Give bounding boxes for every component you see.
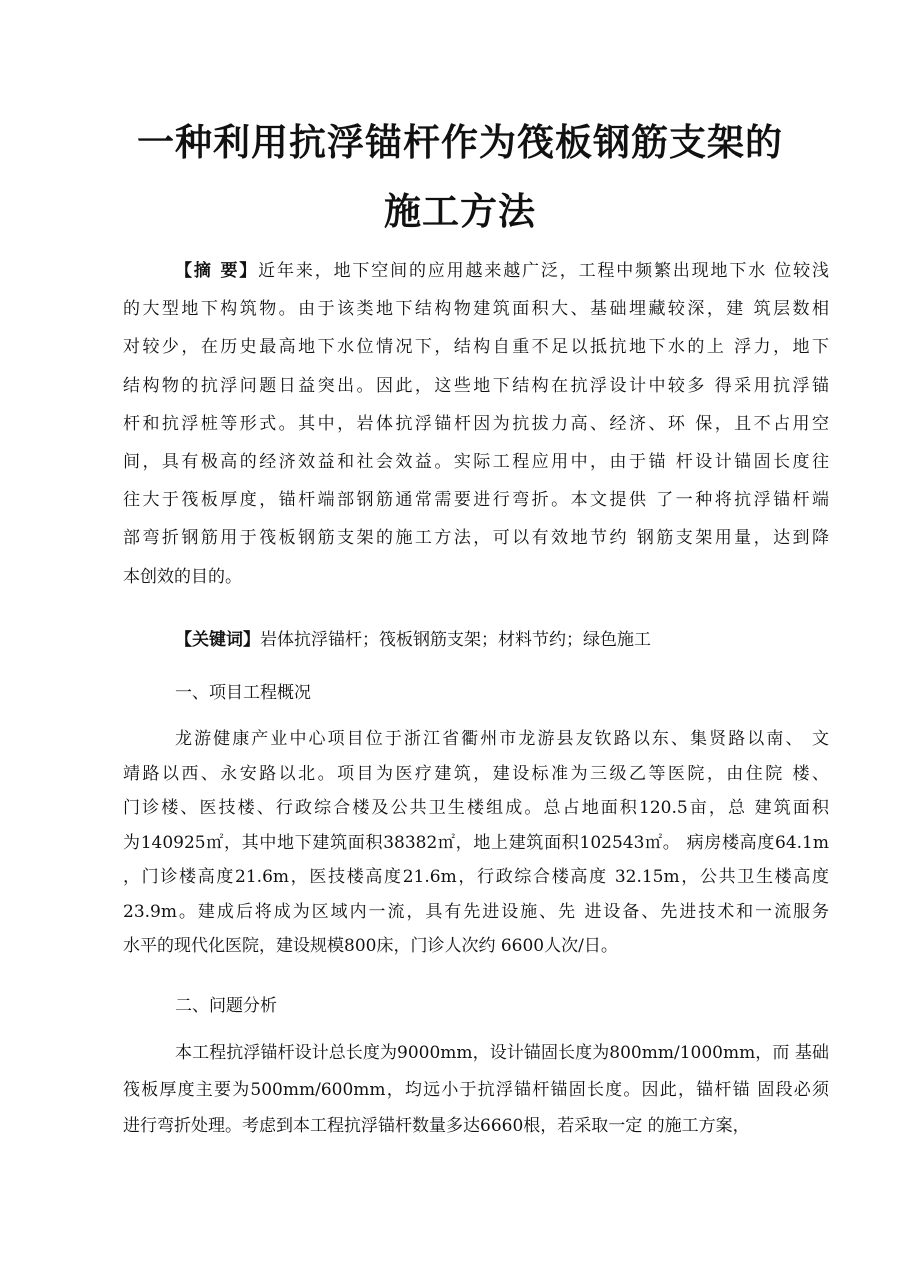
text-line	[123, 301, 829, 318]
text-line	[123, 1045, 829, 1062]
line-text: 对较少，在历史最高地下水位情况下，结构自重不足以抵抗地下水的上 浮力，地下	[123, 337, 829, 358]
keywords-text: 岩体抗浮锚杆；筏板钢筋支架；材料节约；绿色施工	[260, 630, 651, 650]
text-line	[123, 763, 829, 784]
line-text: ，门诊楼高度21.6m，医技楼高度21.6m，行政综合楼高度 32.15m，公共卫生楼高度	[123, 867, 829, 887]
section-1-paragraph	[123, 731, 829, 973]
text-line	[123, 832, 829, 853]
text-line	[123, 492, 829, 509]
keywords-label: 【关键词】	[175, 630, 260, 650]
text-line	[123, 375, 829, 396]
text-line	[123, 800, 829, 817]
line-text: 筏板厚度主要为500mm/600mm，均远小于抗浮锚杆锚固长度。因此，锚杆锚 固段必须	[123, 1079, 829, 1100]
line-text: 近年来，地下空间的应用越来越广泛，工程中频繁出现地下水 位较浅	[258, 261, 830, 281]
line-text: 进行弯折处理。考虑到本工程抗浮锚杆数量多达6660根，若采取一定 的施工方案，	[123, 1116, 750, 1136]
text-line	[123, 731, 829, 748]
line-text: 23.9m。建成后将成为区域内一流，具有先进设施、先 进设备、先进技术和一流服务	[123, 901, 829, 922]
line-text: 门诊楼、医技楼、行政综合楼及公共卫生楼组成。总占地面积120.5亩，总 建筑面积	[123, 798, 829, 818]
line-text: 杆和抗浮桩等形式。其中，岩体抗浮锚杆因为抗拔力高、经济、环 保，且不占用空	[123, 413, 829, 434]
text-line	[123, 530, 829, 547]
section-1-heading: 一、项目工程概况	[175, 683, 311, 703]
text-line	[123, 1079, 829, 1100]
text-line	[123, 263, 829, 280]
line-text: 水平的现代化医院，建设规模800床，门诊人次约 6600人次/日。	[123, 936, 618, 956]
abstract-label: 【摘 要】	[175, 261, 259, 281]
line-text: 龙游健康产业中心项目位于浙江省衢州市龙游县友钦路以东、集贤路以南、 文	[175, 729, 829, 749]
text-line	[123, 1118, 829, 1135]
line-text: 靖路以西、永安路以北。项目为医疗建筑，建设标准为三级乙等医院，由住院 楼、	[123, 763, 829, 784]
line-text: 的大型地下构筑物。由于该类地下结构物建筑面积大、基础埋藏较深，建 筑层数相	[123, 299, 829, 320]
text-line	[123, 451, 829, 472]
line-text: 本工程抗浮锚杆设计总长度为9000mm，设计锚固长度为800mm/1000mm，而 基础	[175, 1043, 829, 1063]
text-line	[123, 901, 829, 922]
text-line	[123, 566, 829, 587]
document-title-line-2: 施工方法	[384, 190, 536, 233]
section-2-heading: 二、问题分析	[175, 996, 277, 1016]
keywords-paragraph	[175, 625, 651, 650]
section-2-paragraph	[123, 1045, 829, 1155]
line-text: 往大于筏板厚度，锚杆端部钢筋通常需要进行弯折。本文提供 了一种将抗浮锚杆端	[123, 490, 829, 511]
line-text: 间，具有极高的经济效益和社会效益。实际工程应用中，由于锚 杆设计锚固长度往	[123, 451, 829, 472]
text-line	[123, 413, 829, 434]
line-text: 部弯折钢筋用于筏板钢筋支架的施工方法，可以有效地节约 钢筋支架用量，达到降	[123, 528, 829, 549]
text-line	[123, 938, 829, 955]
line-text: 结构物的抗浮问题日益突出。因此，这些地下结构在抗浮设计中较多 得采用抗浮锚	[123, 375, 829, 396]
text-line	[123, 339, 829, 356]
document-title-line-1: 一种利用抗浮锚杆作为筏板钢筋支架的	[137, 121, 783, 164]
line-text: 为140925㎡，其中地下建筑面积38382㎡，地上建筑面积102543㎡。 病房楼高度64.1m	[123, 832, 829, 853]
line-text: 本创效的目的。	[123, 566, 242, 587]
text-line	[123, 869, 829, 886]
abstract-paragraph	[123, 263, 829, 607]
